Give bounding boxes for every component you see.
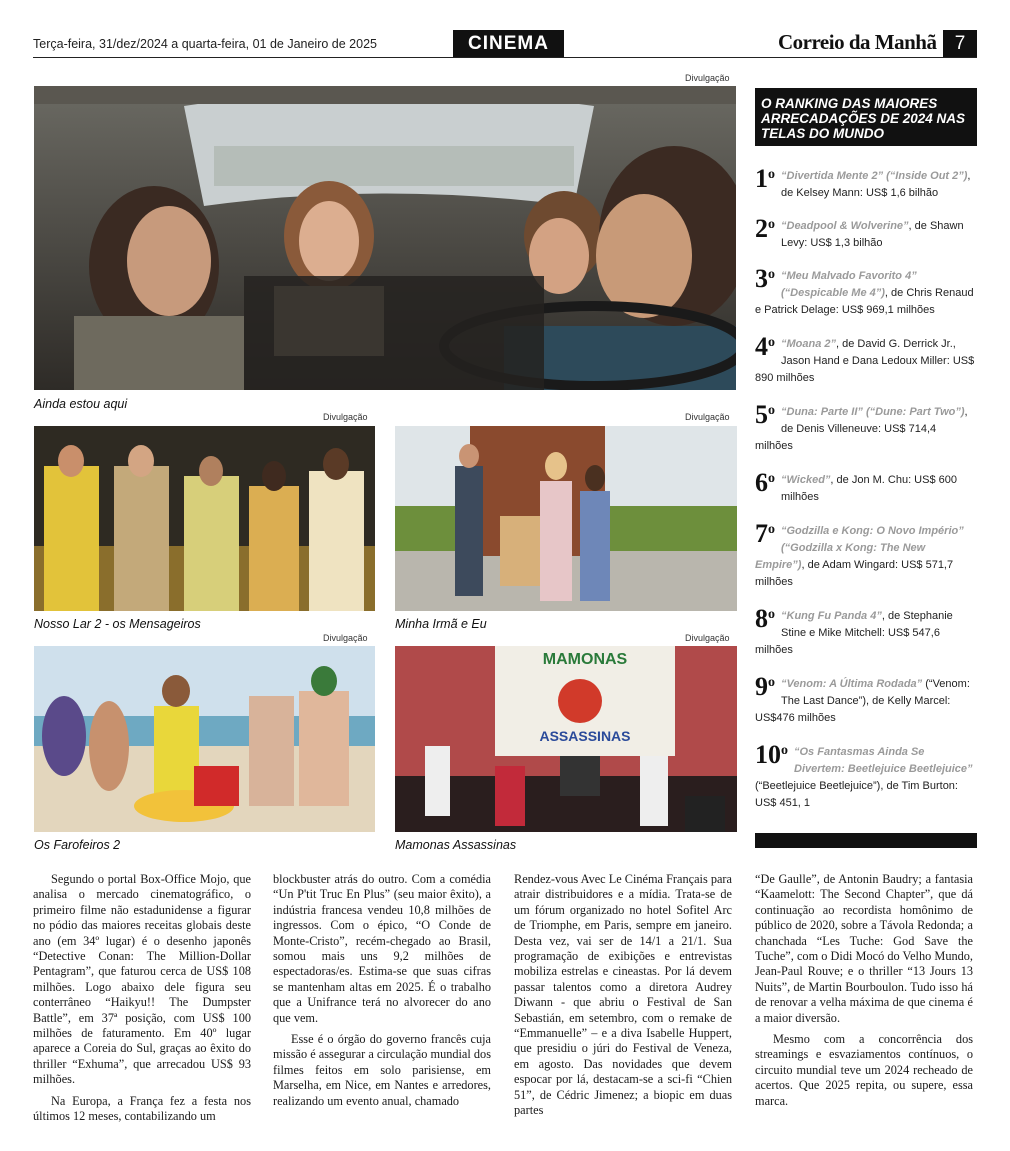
article-column-3 <box>514 872 732 1125</box>
photo-credit: Divulgação <box>685 73 730 83</box>
header-date: Terça-feira, 31/dez/2024 a quarta-feira, 01 de Janeiro de 2025 <box>33 37 377 51</box>
article-column-1 <box>33 872 251 1131</box>
photo-mamonas-assassinas <box>395 646 737 832</box>
banner-text-1: MAMONAS <box>542 651 628 668</box>
film-title: “Kung Fu Panda 4” <box>781 610 882 622</box>
article-paragraph: “De Gaulle”, de Antonin Baudry; a fantasia “Kaamelott: The Second Chapter”, que dá continuação ao recordista homônimo de público de 2020, sobre a Távola Redonda; a chanchada “Les Tuche: God Save the Tuche”, com o Didi Mocó do Velho Mundo, Jean-Paul Rouve; e o thriller “13 Jours 13 Nuits”, de Martin Bourboulon. Tudo isso há de renovar a velha máxima de que cinema é a maior diversão. <box>755 872 973 1025</box>
film-details: (“Venom: The Last Dance”), de Kelly Marcel: US$476 milhões <box>755 678 970 724</box>
newspaper-masthead: Correio da Manhã <box>778 30 937 54</box>
article-paragraph: blockbuster atrás do outro. Com a comédia “Un P'tit Truc En Plus” (seu maior êxito), a indústria francesa vendeu 10,8 milhões de ingressos. Com o épico, “O Conde de Monte-Cristo”, recém-chegado ao Brasil, somou mais uns 9,2 milhões de espectadoras/es. Estima-se que suas cifras se mantenham altas em 2025. É o trabalho que a Unifrance terá no alvorecer do ano que vem. <box>273 872 491 1025</box>
ranking-item <box>755 519 977 591</box>
rank-number: 3$^o$ <box>755 264 775 293</box>
photo-ainda-estou-aqui <box>34 86 736 390</box>
ranking-item <box>755 740 977 812</box>
rank-number: 4$^o$ <box>755 332 775 361</box>
article-paragraph: Na Europa, a França fez a festa nos últimos 12 meses, contabilizando um <box>33 1093 251 1124</box>
rank-number: 9$^o$ <box>755 672 775 701</box>
ranking-item <box>755 332 977 387</box>
ranking-item <box>755 400 977 455</box>
banner-text-2: ASSASSINAS <box>539 728 631 744</box>
film-title: “Divertida Mente 2” (“Inside Out 2”) <box>781 170 968 182</box>
film-title: “Os Fantasmas Ainda Se Divertem: Beetlejuice Beetlejuice” <box>794 746 973 775</box>
photo-caption: Minha Irmã e Eu <box>395 617 487 631</box>
photo-caption: Mamonas Assassinas <box>395 838 517 852</box>
film-title: “Wicked” <box>781 474 831 486</box>
film-title: “Moana 2” <box>781 338 837 350</box>
film-details: , de Denis Villeneuve: US$ 714,4 milhões <box>755 406 968 452</box>
ranking-item <box>755 468 977 506</box>
article-column-2 <box>273 872 491 1115</box>
film-title: “Venom: A Última Rodada” <box>781 678 923 690</box>
photo-credit: Divulgação <box>323 633 368 643</box>
rank-number: 1$^o$ <box>755 164 775 193</box>
article-paragraph: Rendez-vous Avec Le Cinéma Français para atrair distribuidores e a mídia. Trata-se de um fórum organizado no hotel Sofitel Arc de Triomphe, em Paris, sempre em janeiro. Desta vez, vai ser de 14/1 a 21/1. Sua programação de exibições e entrevistas mobiliza estrelas e cineastas. Por lá devem passar talentos como a diretora Audrey Diwann - que abriu o Festival de San Sebastián, em setembro, com o remake de “Emmanuelle” – e a diva Isabelle Huppert, que presidiu o júri do Festival de Veneza, em agosto. Das novidades que devem espocar por lá, destacam-se a sci-fi “Chien 51”, de Cédric Jimenez; a biopic em duas partes <box>514 872 732 1118</box>
film-title: “Godzilla e Kong: O Novo Império” (“Godzilla x Kong: The New Empire”) <box>755 525 964 571</box>
rank-number: 6$^o$ <box>755 468 775 497</box>
film-details: (“Beetlejuice Beetlejuice”), de Tim Burton: US$ 451, 1 <box>755 780 958 809</box>
photo-caption: Os Farofeiros 2 <box>34 838 121 852</box>
article-column-4 <box>755 872 973 1115</box>
film-details: , de Kelsey Mann: US$ 1,6 bilhão <box>781 170 971 199</box>
ranking-item <box>755 604 977 659</box>
article-paragraph: Esse é o órgão do governo francês cuja missão é assegurar a circulação mundial dos filmes feitos em solo parisiense, em Marselha, em Nice, em Nantes e arredores, realizando um evento anual, chamado <box>273 1032 491 1108</box>
film-details: , de Jon M. Chu: US$ 600 milhões <box>781 474 957 503</box>
film-title: “Duna: Parte II” (“Dune: Part Two”) <box>781 406 965 418</box>
rank-number: 10$^o$ <box>755 740 788 769</box>
article-paragraph: Segundo o portal Box-Office Mojo, que analisa o mercado cinematográfico, o primeiro filme não estadunidense a figurar no pódio das maiores receitas globais deste ano (em 34º lugar) é o desenho japonês “Detective Conan: The Million-Dollar Pentagram”, que faturou cerca de US$ 108 milhões. Logo abaixo dele figura seu conterrâneo “Haikyu!! The Dumpster Battle”, em 37ª posição, com US$ 100 milhões de faturamento. Em 40º lugar aparece a Coreia do Sul, graças ao êxito do thriller “Exhuma”, que arrecadou US$ 93 milhões. <box>33 872 251 1087</box>
ranking-item <box>755 164 977 202</box>
rank-number: 7$^o$ <box>755 519 775 548</box>
section-label: CINEMA <box>453 30 564 57</box>
ranking-item <box>755 672 977 727</box>
film-details: , de Adam Wingard: US$ 571,7 milhões <box>755 559 954 588</box>
film-details: , de Chris Renaud e Patrick Delage: US$ 969,1 milhões <box>755 287 974 316</box>
photo-os-farofeiros-2 <box>34 646 375 832</box>
photo-credit: Divulgação <box>685 633 730 643</box>
photo-caption: Ainda estou aqui <box>34 397 128 411</box>
film-title: “Meu Malvado Favorito 4” (“Despicable Me 4”) <box>781 270 917 299</box>
sidebar-bottom-bar <box>755 833 977 848</box>
rank-number: 2$^o$ <box>755 214 775 243</box>
rank-number: 8$^o$ <box>755 604 775 633</box>
photo-minha-irma-e-eu <box>395 426 737 611</box>
photo-nosso-lar-2 <box>34 426 375 611</box>
film-details: , de David G. Derrick Jr., Jason Hand e Dana Ledoux Miller: US$ 890 milhões <box>755 338 975 384</box>
header-rule <box>33 57 977 58</box>
film-details: , de Stephanie Stine e Mike Mitchell: US$ 547,6 milhões <box>755 610 953 656</box>
page-number: 7 <box>943 30 977 57</box>
rank-number: 5$^o$ <box>755 400 775 429</box>
film-title: “Deadpool & Wolverine” <box>781 220 909 232</box>
photo-credit: Divulgação <box>323 412 368 422</box>
article-paragraph: Mesmo com a concorrência dos streamings e esvaziamentos contínuos, o circuito mundial teve um 2024 recheado de acertos. Que 2025 repita, ou supere, essa marca. <box>755 1032 973 1108</box>
ranking-item <box>755 264 977 319</box>
photo-caption: Nosso Lar 2 - os Mensageiros <box>34 617 201 631</box>
photo-credit: Divulgação <box>685 412 730 422</box>
film-details: , de Shawn Levy: US$ 1,3 bilhão <box>781 220 964 249</box>
ranking-title: O RANKING DAS MAIORES ARRECADAÇÕES DE 2024 NAS TELAS DO MUNDO <box>755 88 977 146</box>
ranking-item <box>755 214 977 252</box>
